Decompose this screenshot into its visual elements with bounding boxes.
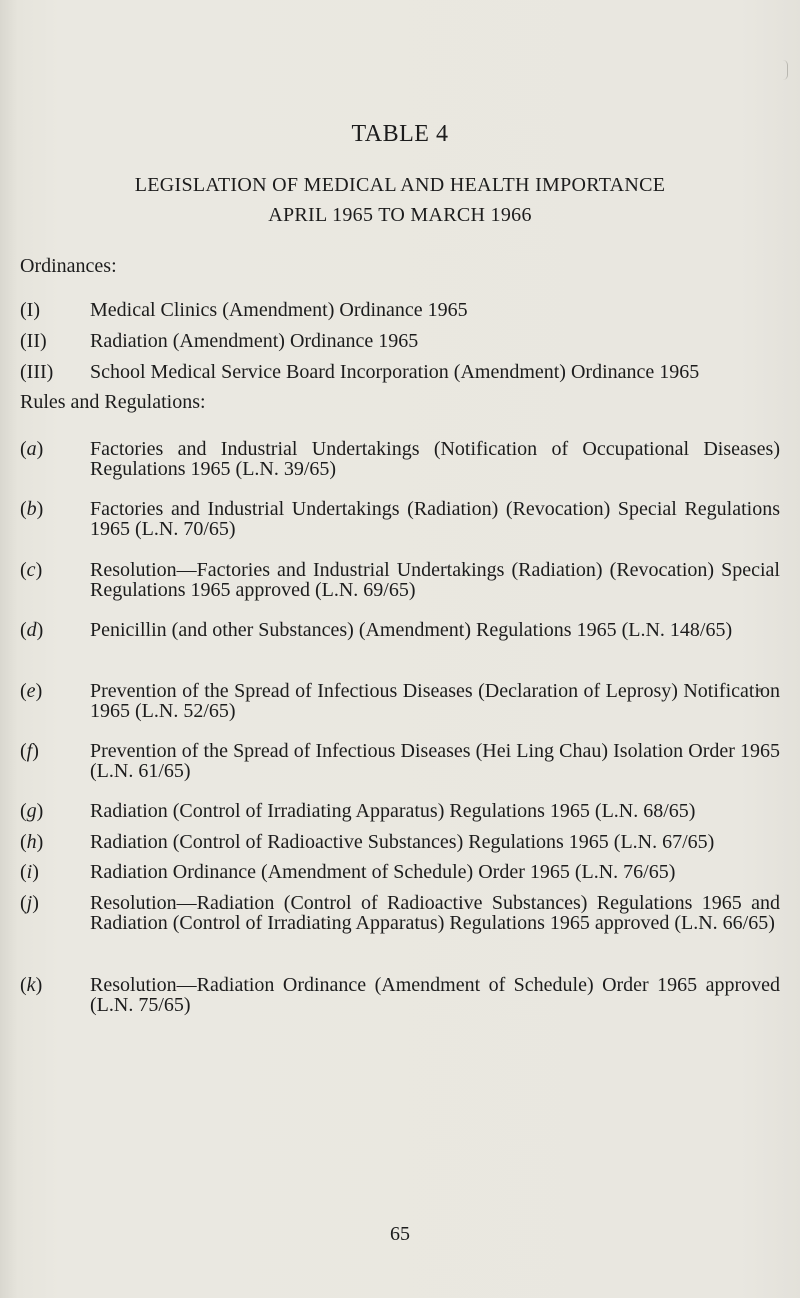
rule-text: Resolution—Radiation Ordinance (Amendment of Schedule) Order 1965 approved (L.N. 75/65) <box>90 974 780 1016</box>
heading-line-1: LEGISLATION OF MEDICAL AND HEALTH IMPORTANCE <box>134 174 666 196</box>
rule-text: Prevention of the Spread of Infectious Diseases (Hei Ling Chau) Isolation Order 1965 (L.N. 61/65) <box>90 740 780 782</box>
ordinance-text: Radiation (Amendment) Ordinance 1965 <box>90 330 419 352</box>
page-number: 65 <box>390 1223 410 1245</box>
rule-text: Resolution—Factories and Industrial Undertakings (Radiation) (Revocation) Special Regulations 1965 approved (L.N. 69/65) <box>90 559 780 601</box>
rule-letter: (j) <box>20 892 39 914</box>
ordinance-text: Medical Clinics (Amendment) Ordinance 1965 <box>90 299 468 321</box>
rule-text: Factories and Industrial Undertakings (Notification of Occupational Diseases) Regulations 1965 (L.N. 39/65) <box>90 438 780 480</box>
ordinances-label: Ordinances: <box>20 255 117 277</box>
rule-text: Radiation Ordinance (Amendment of Schedule) Order 1965 (L.N. 76/65) <box>90 861 676 883</box>
rule-letter: (b) <box>20 498 44 520</box>
heading-line-2: APRIL 1965 TO MARCH 1966 <box>268 204 532 226</box>
rule-letter: (h) <box>20 831 44 853</box>
rule-letter: (c) <box>20 559 43 581</box>
ordinance-number: (I) <box>20 299 40 321</box>
rule-text: Penicillin (and other Substances) (Amendment) Regulations 1965 (L.N. 148/65) <box>90 619 733 641</box>
table-title: TABLE 4 <box>351 121 449 147</box>
rule-letter: (e) <box>20 680 43 702</box>
rules-label: Rules and Regulations: <box>20 391 206 413</box>
paper-mark <box>783 60 788 80</box>
rule-text: Radiation (Control of Radioactive Substances) Regulations 1965 (L.N. 67/65) <box>90 831 715 853</box>
rule-letter: (k) <box>20 974 43 996</box>
rule-letter: (g) <box>20 800 44 822</box>
rule-letter: (d) <box>20 619 44 641</box>
ordinance-number: (II) <box>20 330 47 352</box>
rule-text: Factories and Industrial Undertakings (Radiation) (Revocation) Special Regulations 1965 (L.N. 70/65) <box>90 498 780 540</box>
ordinance-text: School Medical Service Board Incorporation (Amendment) Ordinance 1965 <box>90 361 700 383</box>
ordinance-number: (III) <box>20 361 54 383</box>
rule-letter: (i) <box>20 861 39 883</box>
rule-text: Radiation (Control of Irradiating Apparatus) Regulations 1965 (L.N. 68/65) <box>90 800 696 822</box>
rule-letter: (a) <box>20 438 44 460</box>
rule-letter: (f) <box>20 740 39 762</box>
rule-text: Resolution—Radiation (Control of Radioactive Substances) Regulations 1965 and Radiation (Control of Irradiating Apparatus) Regulations 1965 approved (L.N. 66/65) <box>90 892 780 934</box>
rule-text: Prevention of the Spread of Infectious Diseases (Declaration of Leprosy) Notification 1965 (L.N. 52/65) <box>90 680 780 722</box>
